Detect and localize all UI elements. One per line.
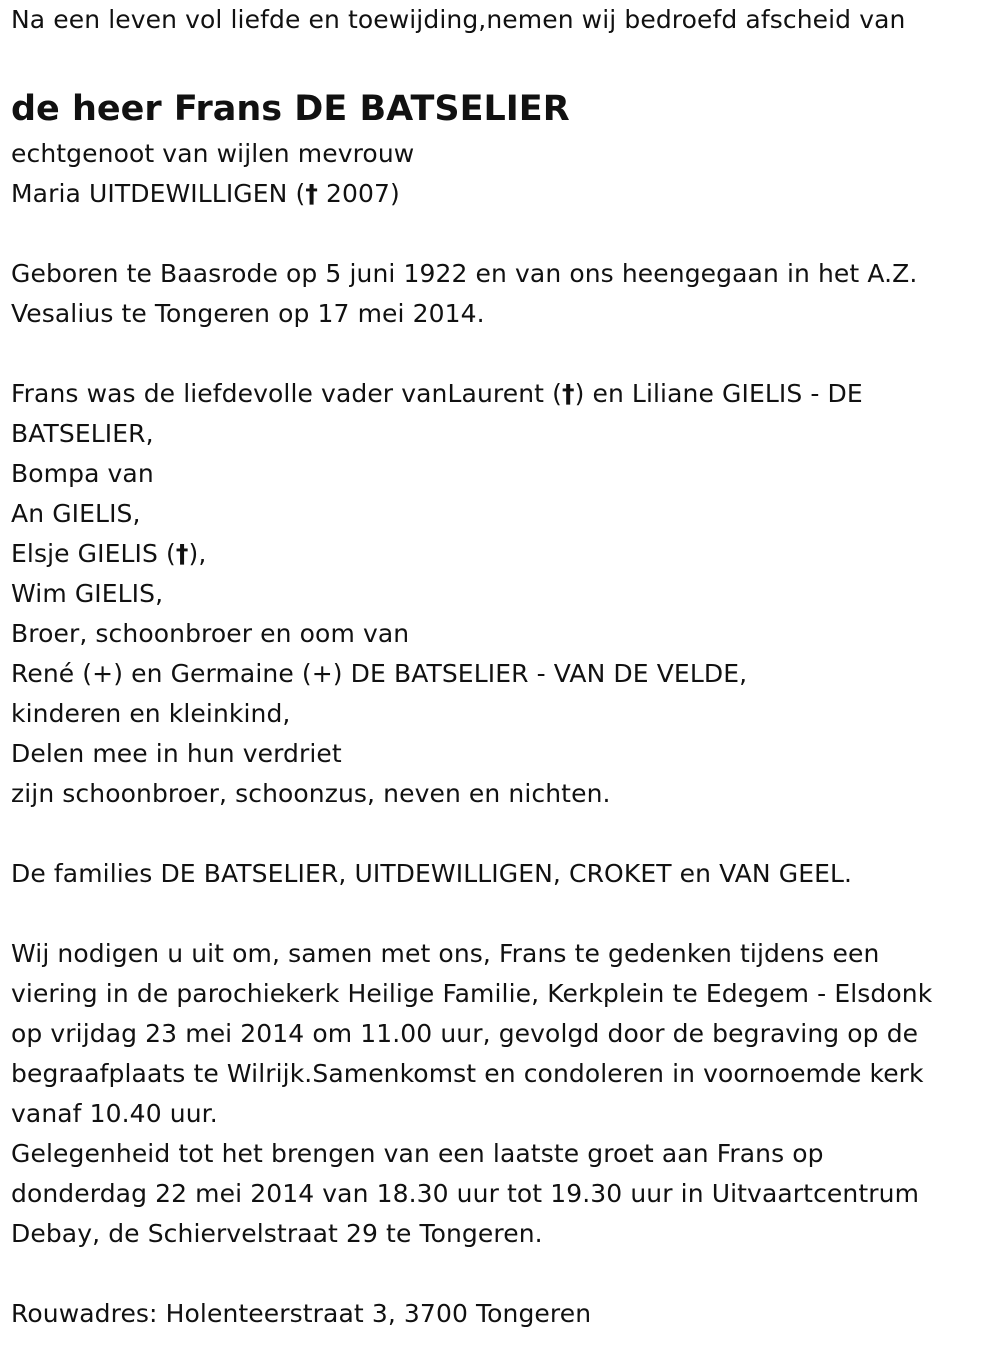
spacer (11, 1254, 993, 1294)
father-line-2: BATSELIER, (11, 419, 154, 448)
ceremony-line-8: Debay, de Schiervelstraat 29 te Tongeren. (11, 1219, 543, 1248)
families-line: De families DE BATSELIER, UITDEWILLIGEN, CROKET en VAN GEEL. (11, 859, 853, 888)
ceremony-line-7: donderdag 22 mei 2014 van 18.30 uur tot 19.30 uur in Uitvaartcentrum (11, 1179, 920, 1208)
grandchild-2 (11, 534, 993, 574)
bompa-line: Bompa van (11, 459, 154, 488)
grandchild-1: An GIELIS, (11, 499, 141, 528)
children-line: kinderen en kleinkind, (11, 699, 291, 728)
cross-icon: † (175, 539, 189, 568)
spacer (11, 214, 993, 254)
brother-line: Broer, schoonbroer en oom van (11, 619, 410, 648)
ceremony-line-2: viering in de parochiekerk Heilige Familie, Kerkplein te Edegem - Elsdonk (11, 979, 933, 1008)
spouse-line-2 (11, 174, 993, 214)
cross-icon: † (561, 379, 575, 408)
spacer (11, 40, 993, 84)
father-line (11, 374, 993, 414)
grandchild-2-name: Elsje GIELIS ( (11, 539, 176, 568)
father-line-suffix: ) en Liliane GIELIS - DE (574, 379, 863, 408)
cross-icon: † (305, 179, 318, 208)
ceremony-line-1: Wij nodigen u uit om, samen met ons, Frans te gedenken tijdens een (11, 939, 880, 968)
ceremony-line-6: Gelegenheid tot het brengen van een laatste groet aan Frans op (11, 1139, 824, 1168)
grandchild-2-suffix: ), (188, 539, 207, 568)
address-line: Rouwadres: Holenteerstraat 3, 3700 Tongeren (11, 1299, 592, 1328)
grandchild-3: Wim GIELIS, (11, 579, 164, 608)
siblings-line: René (+) en Germaine (+) DE BATSELIER - VAN DE VELDE, (11, 659, 748, 688)
intro-text: Na een leven vol liefde en toewijding,nemen wij bedroefd afscheid van (11, 5, 906, 34)
spouse-line-1: echtgenoot van wijlen mevrouw (11, 139, 415, 168)
ceremony-line-4: begraafplaats te Wilrijk.Samenkomst en condoleren in voornoemde kerk (11, 1059, 924, 1088)
spacer (11, 814, 993, 854)
birth-death-line-2: Vesalius te Tongeren op 17 mei 2014. (11, 299, 485, 328)
spacer (11, 894, 993, 934)
spacer (11, 334, 993, 374)
obituary-notice (11, 0, 993, 1334)
birth-death-line-1: Geboren te Baasrode op 5 juni 1922 en van ons heengegaan in het A.Z. (11, 259, 918, 288)
father-line-prefix: Frans was de liefdevolle vader vanLaurent ( (11, 379, 562, 408)
inlaws-line: zijn schoonbroer, schoonzus, neven en nichten. (11, 779, 611, 808)
spouse-name: Maria UITDEWILLIGEN ( (11, 179, 306, 208)
deceased-name: de heer Frans DE BATSELIER (11, 89, 570, 129)
ceremony-line-3: op vrijdag 23 mei 2014 om 11.00 uur, gevolgd door de begraving op de (11, 1019, 919, 1048)
spouse-year: 2007) (317, 179, 400, 208)
share-line: Delen mee in hun verdriet (11, 739, 342, 768)
ceremony-line-5: vanaf 10.40 uur. (11, 1099, 218, 1128)
